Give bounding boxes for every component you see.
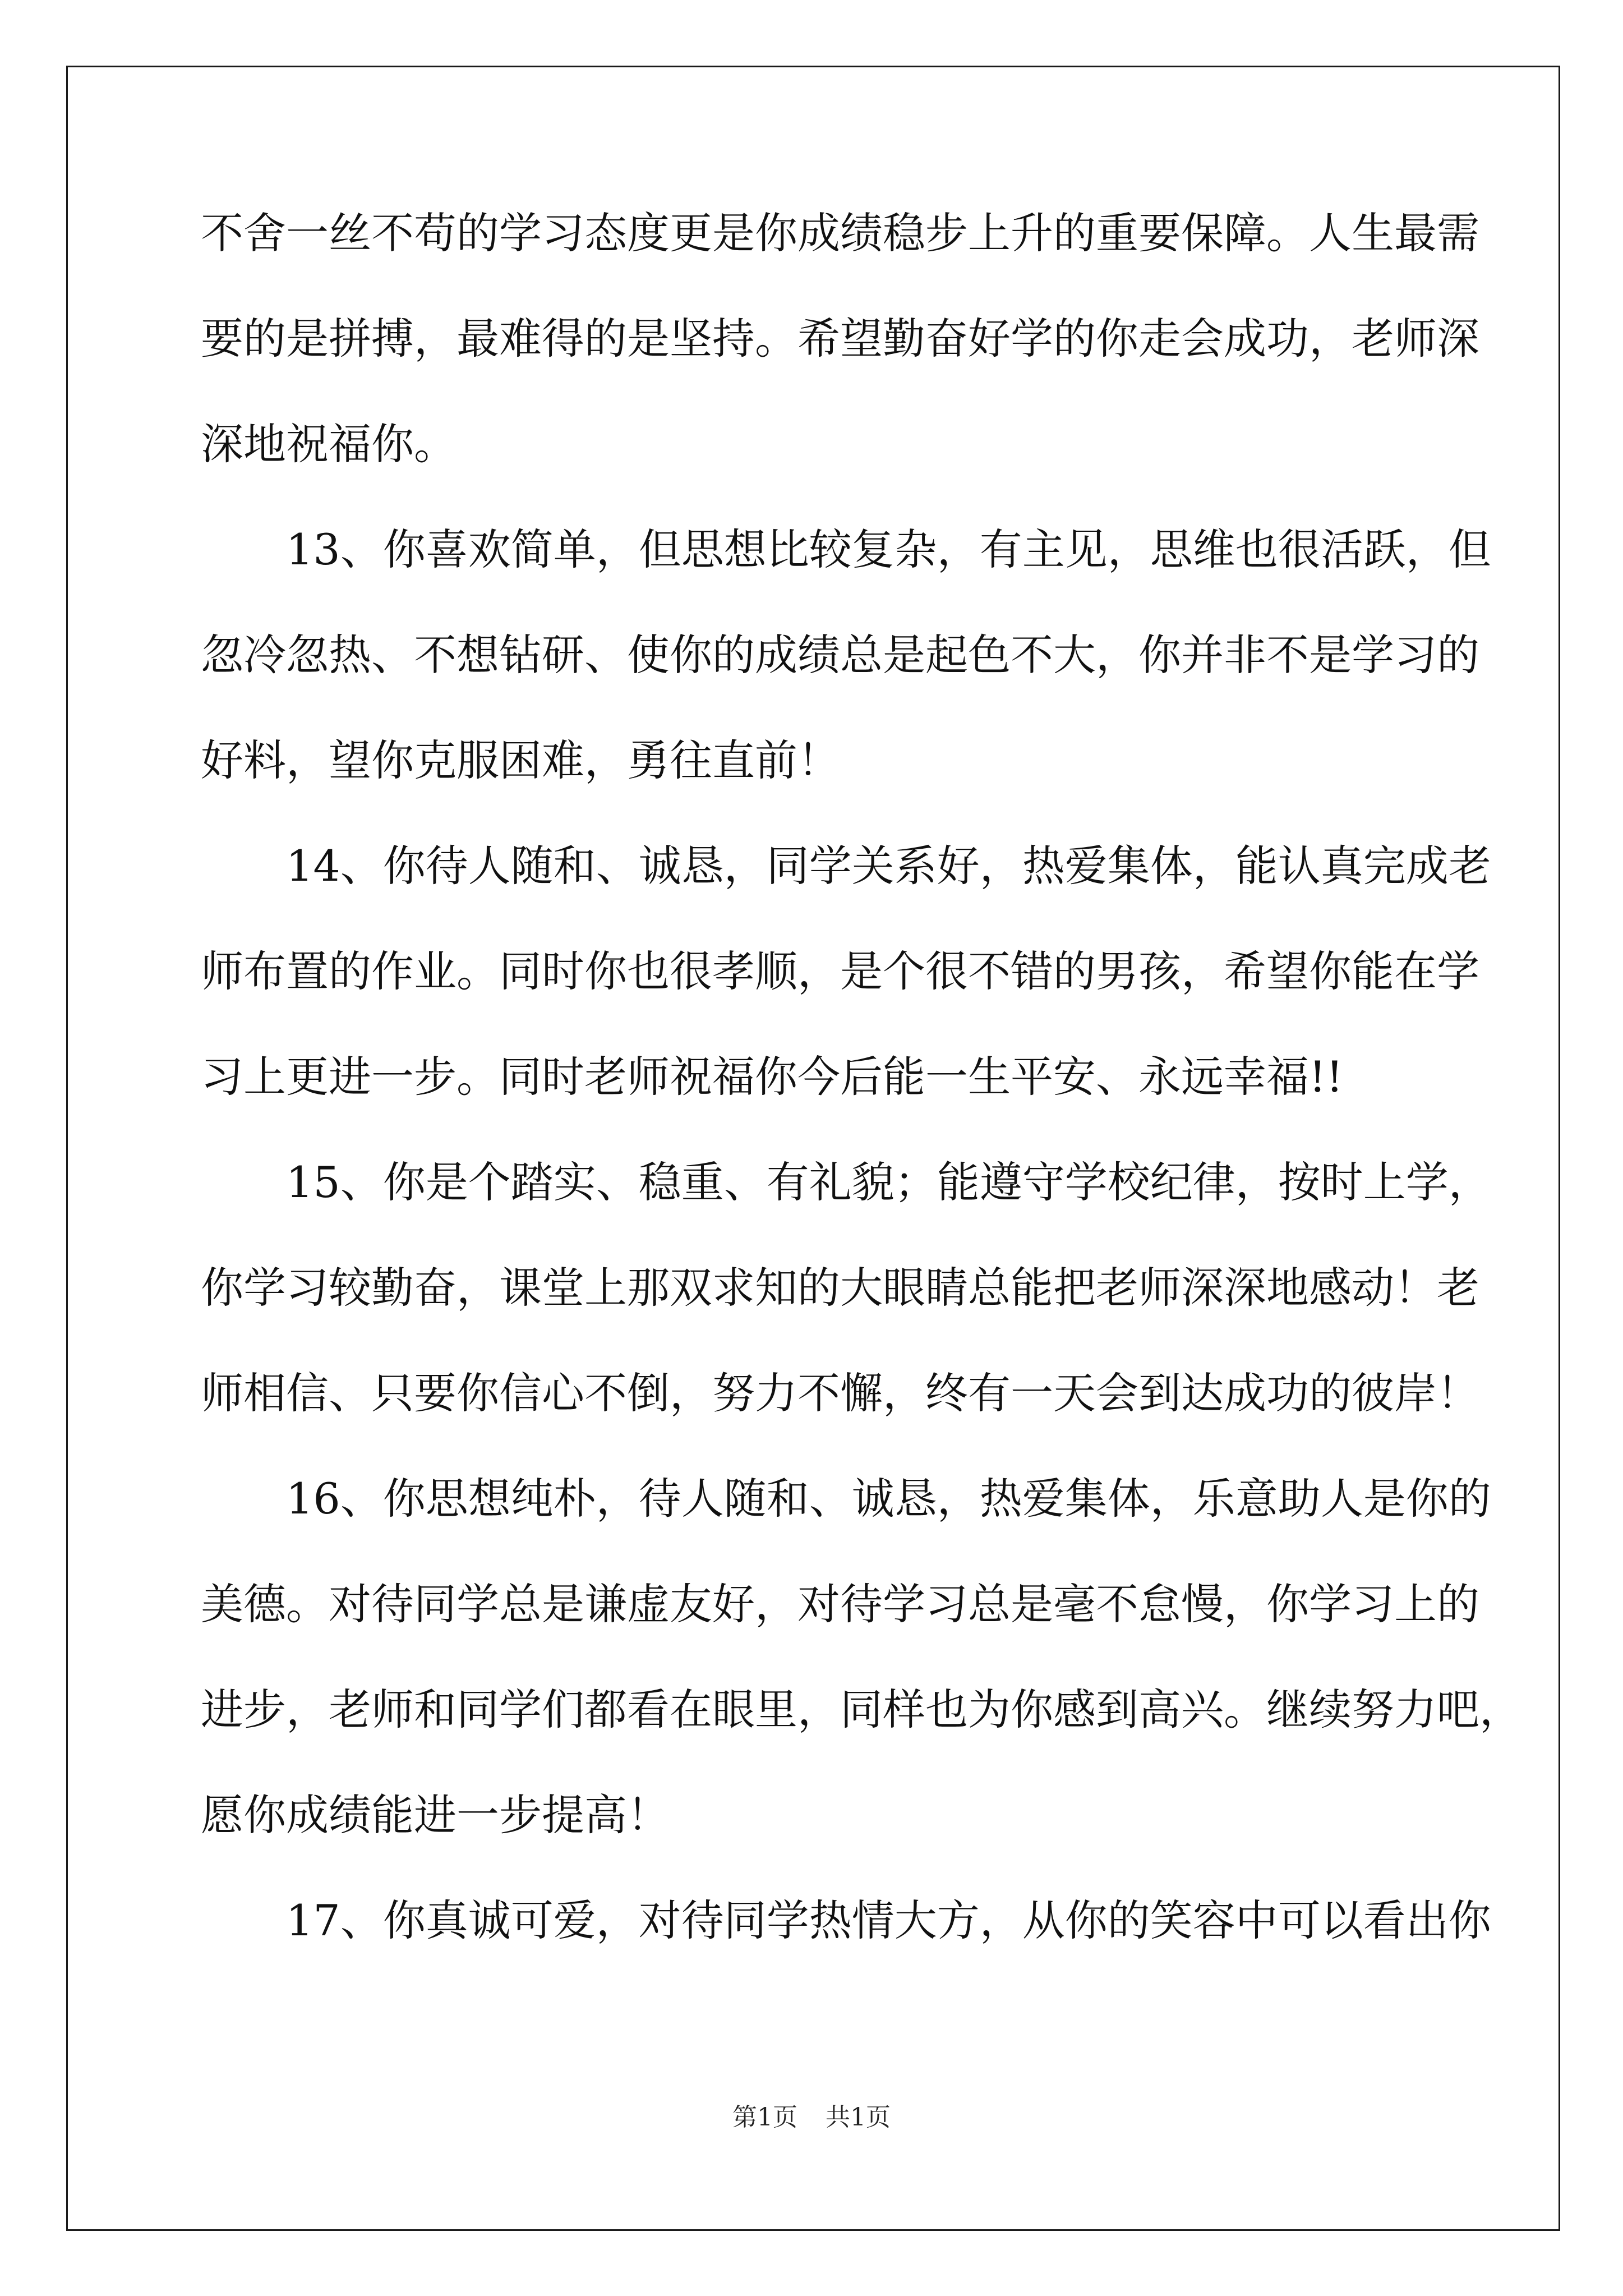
page-footer [0,2105,1623,2130]
text-line: 不舍一丝不苟的学习态度更是你成绩稳步上升的重要保障。人生最需 [201,208,1479,258]
text-line: 要的是拼搏，最难得的是坚持。希望勤奋好学的你走会成功，老师深 [201,314,1479,364]
text-line: 好料，望你克服困难，勇往直前！ [201,735,840,785]
page-total: 共1页 [826,2103,891,2132]
text-line: 忽冷忽热、不想钻研、使你的成绩总是起色不大，你并非不是学习的 [201,630,1479,680]
text-line: 深地祝福你。 [201,419,457,469]
text-line: 师布置的作业。同时你也很孝顺，是个很不错的男孩，希望你能在学 [201,946,1479,996]
text-line: 师相信、只要你信心不倒，努力不懈，终有一天会到达成功的彼岸！ [201,1368,1479,1418]
text-line: 愿你成绩能进一步提高！ [201,1790,670,1840]
text-line: 16、你思想纯朴，待人随和、诚恳，热爱集体，乐意助人是你的 [201,1474,1491,1524]
text-line: 你学习较勤奋，课堂上那双求知的大眼睛总能把老师深深地感动！老 [201,1263,1479,1313]
text-line: 习上更进一步。同时老师祝福你今后能一生平安、永远幸福!! [201,1052,1344,1102]
text-line: 13、你喜欢简单，但思想比较复杂，有主见，思维也很活跃，但 [201,524,1491,574]
text-line: 17、你真诚可爱，对待同学热情大方，从你的笑容中可以看出你 [201,1895,1491,1945]
text-line: 进步，老师和同学们都看在眼里，同样也为你感到高兴。继续努力吧， [201,1685,1522,1734]
page-number: 第1页 [732,2103,797,2132]
text-line: 15、你是个踏实、稳重、有礼貌；能遵守学校纪律，按时上学， [201,1157,1491,1207]
text-line: 14、你待人随和、诚恳，同学关系好，热爱集体，能认真完成老 [201,841,1491,891]
text-line: 美德。对待同学总是谦虚友好，对待学习总是毫不怠慢，你学习上的 [201,1579,1479,1629]
